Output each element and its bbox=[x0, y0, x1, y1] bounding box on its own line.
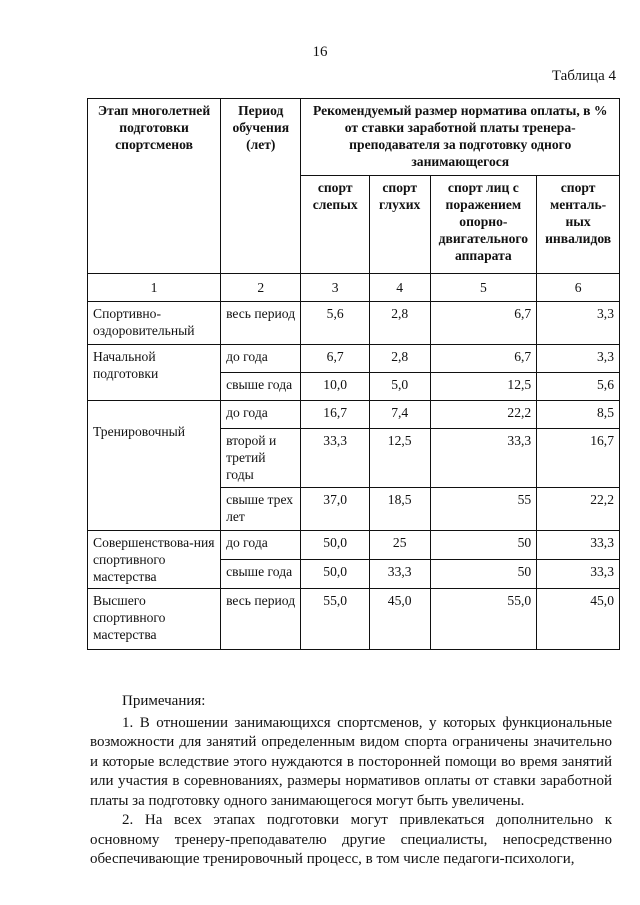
note-item: 1. В отношении занимающихся спортсменов, у которых функциональные возможности для занятий определенным видом спорта ограничены значительно и которые вследствие этого нуждаются в посторонней помощи во время занятий или участия в соревнованиях, размеры нормативов оплаты от ставки заработной платы за подготовку одного занимающегося могут быть увеличены. bbox=[90, 714, 612, 809]
value-cell: 8,5 bbox=[537, 401, 620, 429]
value-cell: 10,0 bbox=[301, 373, 369, 401]
note-item: 2. На всех этапах подготовки могут привлекаться дополнительно к основному тренеру-преподавателю другие специалисты, непосредственно обеспечивающие тренировочный процесс, в том числе педагоги-психологи, bbox=[90, 812, 612, 867]
value-cell: 50,0 bbox=[301, 531, 369, 560]
table-row bbox=[88, 401, 620, 429]
value-cell: 16,7 bbox=[301, 401, 369, 429]
column-number: 2 bbox=[221, 274, 301, 302]
value-cell: 2,8 bbox=[369, 345, 430, 373]
value-cell: 2,8 bbox=[369, 302, 430, 345]
period-cell: весь период bbox=[221, 302, 301, 345]
period-cell: свыше года bbox=[221, 560, 301, 589]
value-cell: 45,0 bbox=[369, 589, 430, 650]
value-cell: 12,5 bbox=[430, 373, 537, 401]
value-cell: 45,0 bbox=[537, 589, 620, 650]
header-main: Рекомендуемый размер норматива оплаты, в % от ставки заработной платы тренера-преподавателя за подготовку одного занимающегося bbox=[301, 99, 620, 176]
value-cell: 55,0 bbox=[430, 589, 537, 650]
table-row bbox=[88, 589, 620, 650]
period-cell: до года bbox=[221, 531, 301, 560]
value-cell: 33,3 bbox=[430, 429, 537, 488]
table-row bbox=[88, 345, 620, 373]
period-cell: свыше трех лет bbox=[221, 488, 301, 531]
stage-cell: Начальной подготовки bbox=[88, 345, 221, 401]
value-cell: 22,2 bbox=[430, 401, 537, 429]
value-cell: 5,6 bbox=[537, 373, 620, 401]
page-number: 16 bbox=[312, 44, 328, 60]
value-cell: 33,3 bbox=[301, 429, 369, 488]
value-cell: 55 bbox=[430, 488, 537, 531]
value-cell: 33,3 bbox=[537, 531, 620, 560]
value-cell: 33,3 bbox=[537, 560, 620, 589]
header-sub-deaf: спорт глухих bbox=[369, 176, 430, 274]
stage-cell: Высшего спортивного мастерства bbox=[88, 589, 221, 650]
value-cell: 3,3 bbox=[537, 345, 620, 373]
value-cell: 6,7 bbox=[301, 345, 369, 373]
header-sub-mental: спорт менталь-ных инвалидов bbox=[537, 176, 620, 274]
value-cell: 33,3 bbox=[369, 560, 430, 589]
value-cell: 22,2 bbox=[537, 488, 620, 531]
header-sub-musculoskeletal: спорт лиц с поражением опорно-двигательного аппарата bbox=[430, 176, 537, 274]
column-number: 1 bbox=[88, 274, 221, 302]
period-cell: второй и третий годы bbox=[221, 429, 301, 488]
table-label: Таблица 4 bbox=[551, 68, 616, 84]
period-cell: весь период bbox=[221, 589, 301, 650]
column-number: 6 bbox=[537, 274, 620, 302]
header-period: Период обучения (лет) bbox=[221, 99, 301, 274]
value-cell: 50,0 bbox=[301, 560, 369, 589]
value-cell: 18,5 bbox=[369, 488, 430, 531]
period-cell: до года bbox=[221, 401, 301, 429]
notes-section bbox=[90, 692, 612, 870]
value-cell: 7,4 bbox=[369, 401, 430, 429]
stage-cell: Спортивно-оздоровительный bbox=[88, 302, 221, 345]
notes-heading: Примечания: bbox=[122, 693, 206, 709]
value-cell: 5,0 bbox=[369, 373, 430, 401]
value-cell: 25 bbox=[369, 531, 430, 560]
value-cell: 55,0 bbox=[301, 589, 369, 650]
value-cell: 12,5 bbox=[369, 429, 430, 488]
column-number: 5 bbox=[430, 274, 537, 302]
period-cell: до года bbox=[221, 345, 301, 373]
value-cell: 50 bbox=[430, 531, 537, 560]
value-cell: 37,0 bbox=[301, 488, 369, 531]
value-cell: 6,7 bbox=[430, 302, 537, 345]
value-cell: 5,6 bbox=[301, 302, 369, 345]
norms-table bbox=[87, 98, 620, 650]
header-sub-blind: спорт слепых bbox=[301, 176, 369, 274]
period-cell: свыше года bbox=[221, 373, 301, 401]
column-number: 4 bbox=[369, 274, 430, 302]
table-row bbox=[88, 531, 620, 560]
value-cell: 16,7 bbox=[537, 429, 620, 488]
value-cell: 3,3 bbox=[537, 302, 620, 345]
stage-cell: Тренировочный bbox=[88, 401, 221, 531]
value-cell: 50 bbox=[430, 560, 537, 589]
table-row bbox=[88, 302, 620, 345]
value-cell: 6,7 bbox=[430, 345, 537, 373]
column-number: 3 bbox=[301, 274, 369, 302]
header-stage: Этап многолетней подготовки спортсменов bbox=[88, 99, 221, 274]
column-number-row bbox=[88, 274, 620, 302]
stage-cell: Совершенствова-ния спортивного мастерства bbox=[88, 531, 221, 589]
